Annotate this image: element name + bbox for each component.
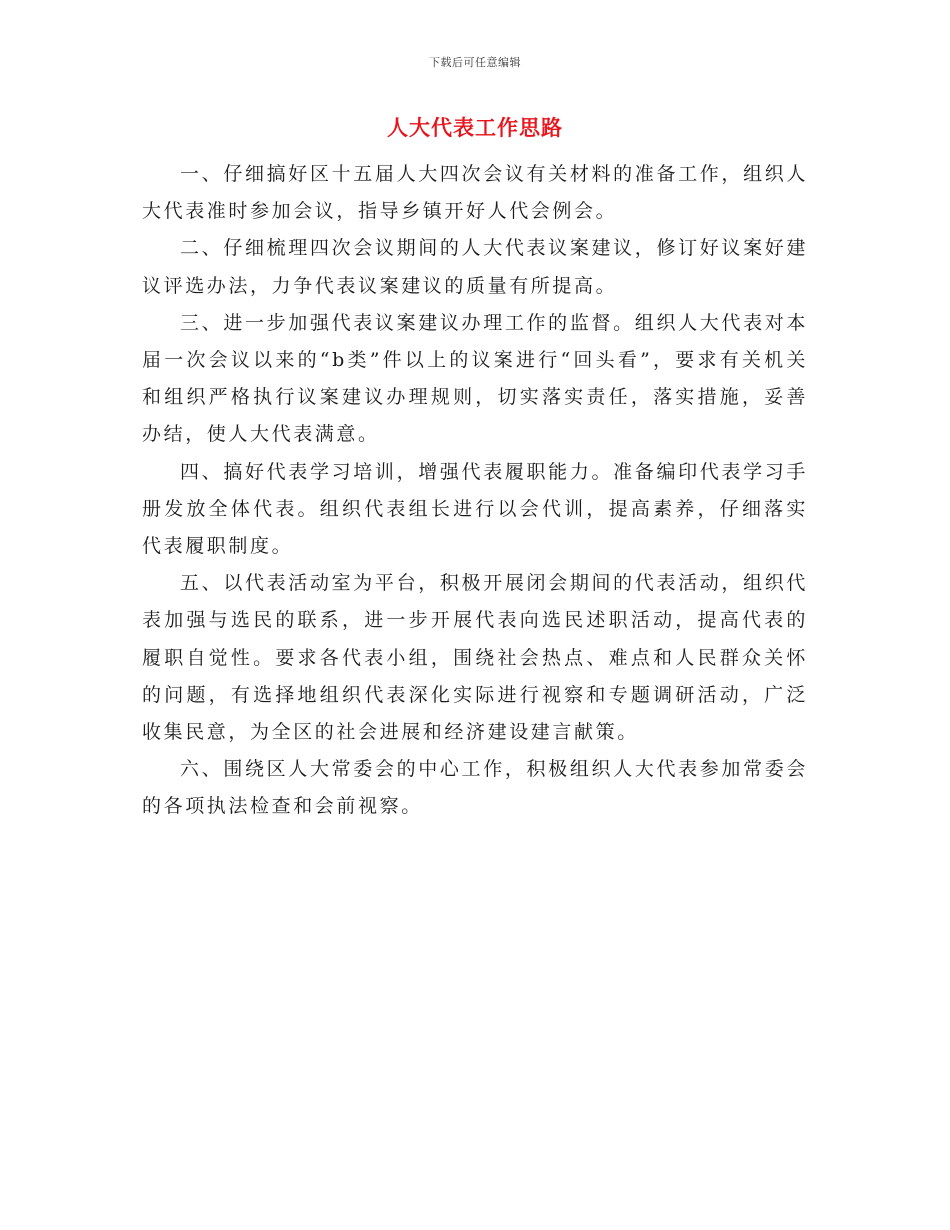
paragraph-4: 四、搞好代表学习培训，增强代表履职能力。准备编印代表学习手册发放全体代表。组织代表组长进行以会代训，提高素养，仔细落实代表履职制度。: [142, 460, 808, 558]
document-body: [142, 156, 808, 826]
paragraph-2: 二、仔细梳理四次会议期间的人大代表议案建议，修订好议案好建议评选办法，力争代表议案建议的质量有所提高。: [142, 237, 808, 297]
document-title: 人大代表工作思路: [387, 115, 563, 140]
paragraph-3: 三、进一步加强代表议案建议办理工作的监督。组织人大代表对本届一次会议以来的“b类”件以上的议案进行“回头看”，要求有关机关和组织严格执行议案建议办理规则，切实落实责任，落实措施，妥善办结，使人大代表满意。: [142, 311, 808, 446]
paragraph-1: 一、仔细搞好区十五届人大四次会议有关材料的准备工作，组织人大代表准时参加会议，指导乡镇开好人代会例会。: [142, 163, 808, 223]
paragraph-5: 五、以代表活动室为平台，积极开展闭会期间的代表活动，组织代表加强与选民的联系，进一步开展代表向选民述职活动，提高代表的履职自觉性。要求各代表小组，围绕社会热点、难点和人民群众关怀的问题，有选择地组织代表深化实际进行视察和专题调研活动，广泛收集民意，为全区的社会进展和经济建设建言献策。: [142, 572, 808, 744]
page-header-note: 下载后可任意编辑: [429, 56, 521, 69]
paragraph-6: 六、围绕区人大常委会的中心工作，积极组织人大代表参加常委会的各项执法检查和会前视察。: [142, 758, 808, 818]
